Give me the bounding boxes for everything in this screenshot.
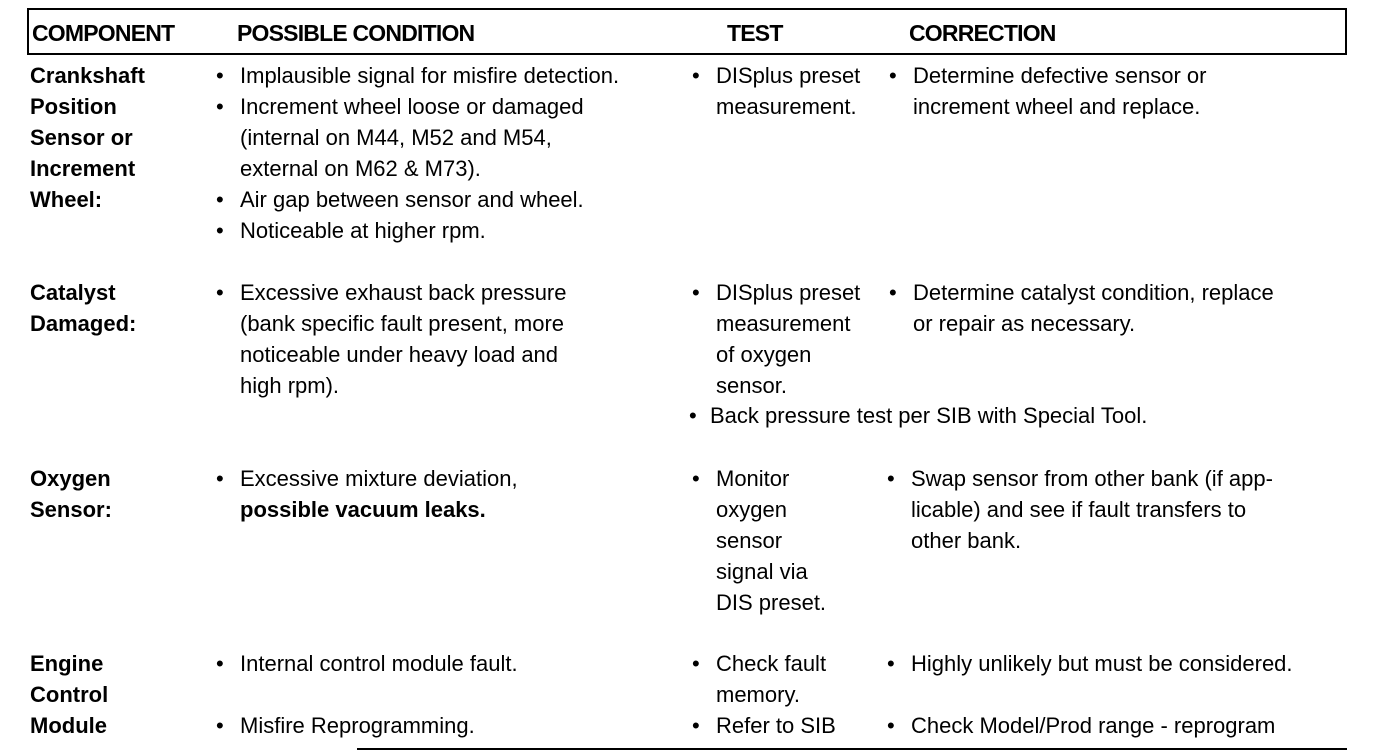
component-line: Control	[30, 682, 109, 707]
component-line: Damaged:	[30, 311, 137, 336]
test-cell	[692, 60, 860, 122]
condition-cell	[216, 648, 518, 741]
condition-item: • Excessive exhaust back pressure (bank specific fault present, more noticeable under heavy load and high rpm).	[216, 277, 567, 401]
correction-item: • Determine defective sensor or increment wheel and replace.	[889, 60, 1206, 122]
component-line: Position	[30, 94, 117, 119]
component-cell	[30, 648, 108, 741]
condition-item: • Increment wheel loose or damaged (internal on M44, M52 and M54, external on M62 & M73).	[216, 91, 619, 184]
correction-item: • Determine catalyst condition, replace or repair as necessary.	[889, 277, 1274, 339]
test-item: • Monitor oxygen sensor signal via DIS preset.	[692, 463, 826, 618]
test-item: • DISplus preset measurement.	[692, 60, 860, 122]
test-item: • Refer to SIB	[692, 710, 836, 741]
condition-item: • Internal control module fault.	[216, 648, 518, 679]
condition-item: • Implausible signal for misfire detection.	[216, 60, 619, 91]
correction-item: • Check Model/Prod range - reprogram	[887, 710, 1293, 741]
component-line: Engine	[30, 651, 104, 676]
component-cell	[30, 60, 145, 215]
test-item: • Back pressure test per SIB with Special Tool.	[689, 400, 1147, 431]
correction-cell	[889, 60, 1206, 122]
header-test: TEST	[727, 20, 783, 46]
condition-emphasis: possible vacuum leaks.	[240, 497, 486, 522]
condition-cell	[216, 277, 567, 401]
correction-item: • Swap sensor from other bank (if app- licable) and see if fault transfers to other bank.	[887, 463, 1273, 556]
correction-item: • Highly unlikely but must be considered.	[887, 648, 1293, 679]
header-correction: CORRECTION	[909, 20, 1056, 46]
test-cell	[692, 648, 836, 741]
test-cell-wide	[689, 400, 1147, 431]
header-possible-condition: POSSIBLE CONDITION	[237, 20, 475, 46]
condition-cell	[216, 463, 518, 525]
component-line: Sensor:	[30, 497, 112, 522]
bottom-rule	[357, 748, 1347, 750]
test-item: • DISplus preset measurement of oxygen sensor.	[692, 277, 860, 401]
header-component: COMPONENT	[32, 20, 175, 46]
component-cell	[30, 463, 112, 525]
component-line: Crankshaft	[30, 63, 145, 88]
test-item: • Check fault memory.	[692, 648, 836, 710]
correction-cell	[887, 648, 1293, 741]
component-line: Catalyst	[30, 280, 116, 305]
condition-item: • Misfire Reprogramming.	[216, 710, 518, 741]
correction-cell	[887, 463, 1273, 556]
table-header	[27, 8, 1347, 55]
test-cell	[692, 277, 860, 401]
component-line: Oxygen	[30, 466, 111, 491]
correction-cell	[889, 277, 1274, 339]
component-line: Module	[30, 713, 107, 738]
component-cell	[30, 277, 136, 339]
test-cell	[692, 463, 826, 618]
condition-cell	[216, 60, 619, 246]
condition-item: • Noticeable at higher rpm.	[216, 215, 619, 246]
component-line: Sensor or	[30, 125, 133, 150]
component-line: Wheel:	[30, 187, 103, 212]
condition-item: • Air gap between sensor and wheel.	[216, 184, 619, 215]
condition-item: • Excessive mixture deviation, possible vacuum leaks.	[216, 463, 518, 525]
component-line: Increment	[30, 156, 136, 181]
